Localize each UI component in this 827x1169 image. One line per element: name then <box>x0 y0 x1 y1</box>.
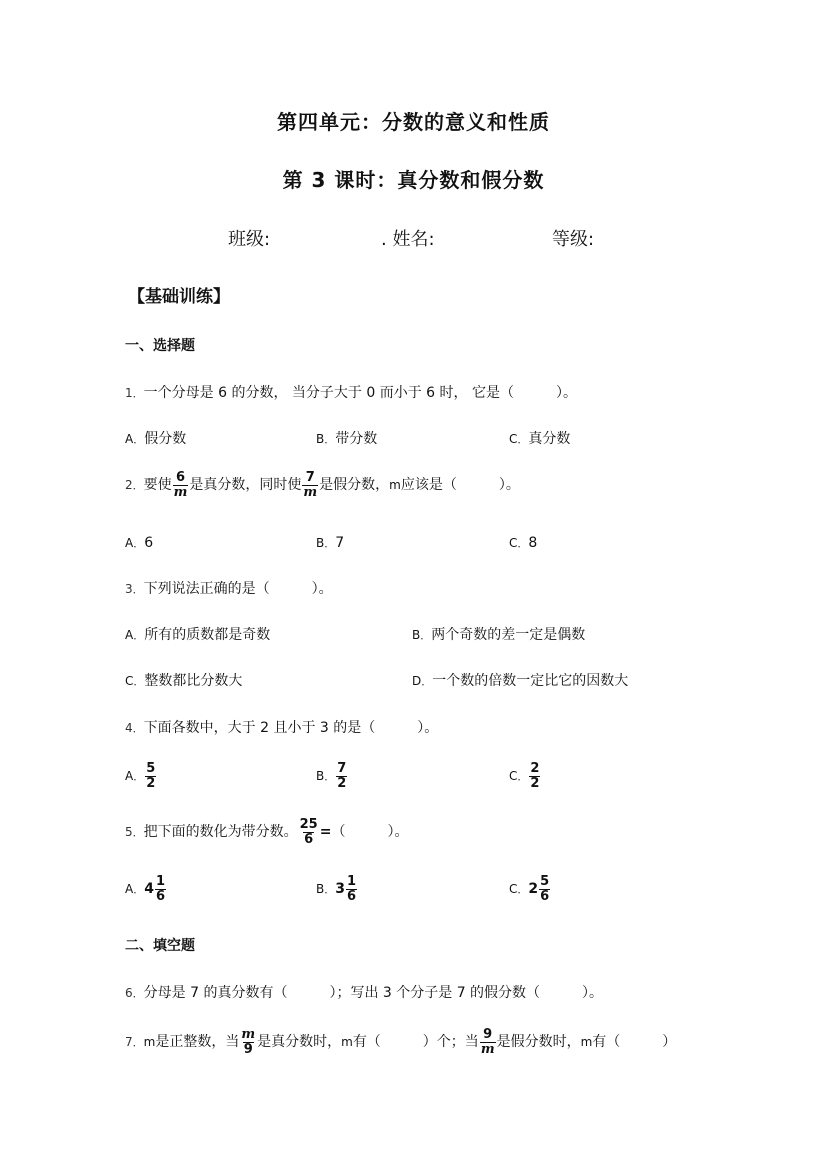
fraction: $\frac{6}{m}$ <box>173 470 188 500</box>
question-3: 3．下列说法正确的是（ ）。 <box>125 581 333 597</box>
question-2: 2．要使 $\frac{6}{m}$ 是真分数，同时使 $\frac{7}{m}$ 是假分数，m应该是（ ）。 <box>125 470 520 500</box>
option-b[interactable]: B．带分数 <box>316 431 378 447</box>
option-c[interactable]: C．2 $\frac{5}{6}$ <box>509 874 550 904</box>
fraction: $\frac{2}{2}$ <box>530 761 540 791</box>
option-b[interactable]: B．7 <box>316 535 345 551</box>
grade-label: 等级: <box>552 229 595 250</box>
option-b[interactable]: B．两个奇数的差一定是偶数 <box>412 627 586 643</box>
fraction: $\frac{1}{6}$ <box>346 874 357 904</box>
part-heading-choice: 一、选择题 <box>125 338 195 354</box>
question-number: 1 <box>125 386 133 400</box>
page-title: 第四单元：分数的意义和性质 <box>277 110 550 134</box>
question-5: 5．把下面的数化为带分数。 $\frac{25}{6}$ =（ ）。 <box>125 817 409 847</box>
option-a[interactable]: A．4 $\frac{1}{6}$ <box>125 874 166 904</box>
question-4: 4．下面各数中，大于 2 且小于 3 的是（ ）。 <box>125 720 439 736</box>
question-6: 6．分母是 7 的真分数有（ ）；写出 3 个分子是 7 的假分数（ ）。 <box>125 985 604 1001</box>
class-label: 班级: <box>228 229 271 250</box>
option-c[interactable]: C． $\frac{2}{2}$ <box>509 761 540 791</box>
option-c[interactable]: C．真分数 <box>509 431 571 447</box>
fraction: $\frac{9}{m}$ <box>480 1027 495 1057</box>
option-c[interactable]: C．整数都比分数大 <box>125 673 243 689</box>
fraction: $\frac{m}{9}$ <box>241 1027 256 1057</box>
fraction: $\frac{25}{6}$ <box>299 817 318 847</box>
option-a[interactable]: A．6 <box>125 535 154 551</box>
part-heading-fill: 二、填空题 <box>125 938 195 954</box>
option-d[interactable]: D．一个数的倍数一定比它的因数大 <box>412 673 629 689</box>
option-a[interactable]: A． $\frac{5}{2}$ <box>125 761 156 791</box>
option-b[interactable]: B．3 $\frac{1}{6}$ <box>316 874 357 904</box>
fraction: $\frac{1}{6}$ <box>155 874 166 904</box>
question-text: 一个分母是 6 的分数， 当分子大于 0 而小于 6 时， 它是（ ）。 <box>143 385 577 401</box>
option-c[interactable]: C．8 <box>509 535 538 551</box>
name-label: . 姓名: <box>381 229 435 250</box>
option-a[interactable]: A．所有的质数都是奇数 <box>125 627 271 643</box>
fraction: $\frac{7}{2}$ <box>337 761 347 791</box>
option-a[interactable]: A．假分数 <box>125 431 187 447</box>
option-b[interactable]: B． $\frac{7}{2}$ <box>316 761 347 791</box>
section-heading: 【基础训练】 <box>128 287 230 307</box>
question-7: 7．m是正整数，当 $\frac{m}{9}$ 是真分数时，m有（ ）个；当 $\frac{9}{m}$ 是假分数时，m有（ ） <box>125 1027 677 1057</box>
fraction: $\frac{7}{m}$ <box>303 470 318 500</box>
fraction: $\frac{5}{6}$ <box>540 874 550 904</box>
question-1: 1．一个分母是 6 的分数， 当分子大于 0 而小于 6 时， 它是（ ）。 <box>125 385 577 401</box>
fraction: $\frac{5}{2}$ <box>146 761 156 791</box>
lesson-title: 第 3 课时：真分数和假分数 <box>282 168 545 192</box>
